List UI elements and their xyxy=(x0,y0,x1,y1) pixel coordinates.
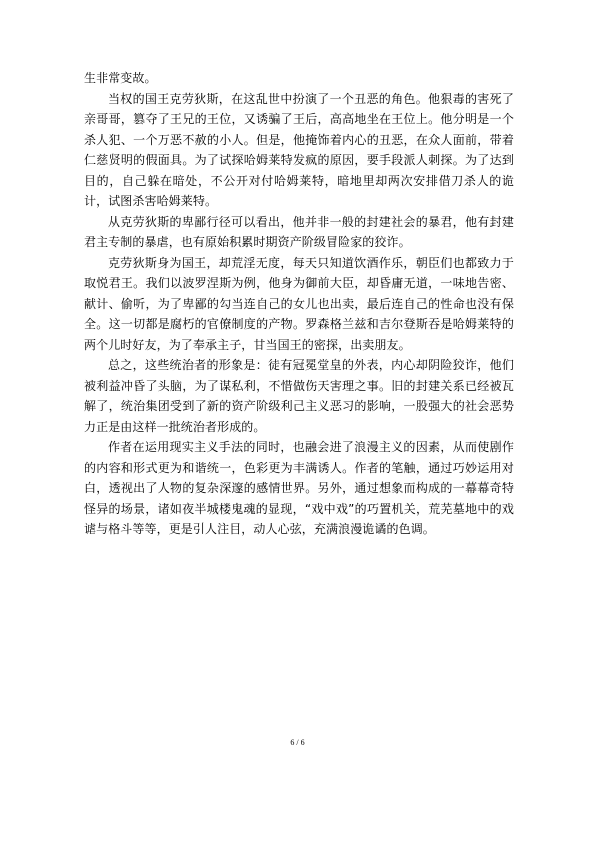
paragraph: 克劳狄斯身为国王，却荒淫无度，每天只知道饮酒作乐，朝臣们也都致力于取悦君王。我们以波罗涅斯为例，他身为御前大臣，却昏庸无道，一味地告密、献计、偷听，为了卑鄙的勾当连自己的女儿也出卖，最后连自己的性命也没有保全。这一切都是腐朽的官僚制度的产物。罗森格兰兹和吉尔登斯吞是哈姆莱特的两个儿时好友，为了奉承主子，甘当国王的密探，出卖朋友。 xyxy=(84,255,514,352)
page-number: 6 / 6 xyxy=(290,738,305,747)
paragraph-continuation: 生非常变故。 xyxy=(84,71,157,85)
document-body xyxy=(84,68,514,540)
paragraph: 总之，这些统治者的形象是：徒有冠冕堂皇的外表，内心却阴险狡诈，他们被利益冲昏了头脑，为了谋私利，不惜做伤天害理之事。旧的封建关系已经被瓦解了，统治集团受到了新的资产阶级利己主义恶习的影响，一股强大的社会恶势力正是由这样一批统治者形成的。 xyxy=(84,358,514,434)
paragraph: 当权的国王克劳狄斯，在这乱世中扮演了一个丑恶的角色。他狠毒的害死了亲哥哥，篡夺了王兄的王位，又诱骗了王后，高高地坐在王位上。他分明是一个杀人犯、一个万恶不赦的小人。但是，他掩饰着内心的丑恶，在众人面前，带着仁慈贤明的假面具。为了试探哈姆莱特发疯的原因，要手段派人刺探。为了达到目的，自己躲在暗处，不公开对付哈姆莱特，暗地里却两次安排借刀杀人的诡计，试图杀害哈姆莱特。 xyxy=(84,91,514,208)
paragraph: 作者在运用现实主义手法的同时，也融会进了浪漫主义的因素，从而使剧作的内容和形式更为和谐统一，色彩更为丰满诱人。作者的笔触，通过巧妙运用对白，透视出了人物的复杂深邃的感情世界。另外，通过想象而构成的一幕幕奇特怪异的场景，诸如夜半城楼鬼魂的显现，“戏中戏”的巧置机关，荒芜墓地中的戏谑与格斗等等，更是引人注目，动人心弦，充满浪漫诡谲的色调。 xyxy=(84,440,514,536)
paragraph: 从克劳狄斯的卑鄙行径可以看出，他并非一般的封建社会的暴君，他有封建君主专制的暴虐，也有原始积累时期资产阶级冒险家的狡诈。 xyxy=(84,214,514,249)
